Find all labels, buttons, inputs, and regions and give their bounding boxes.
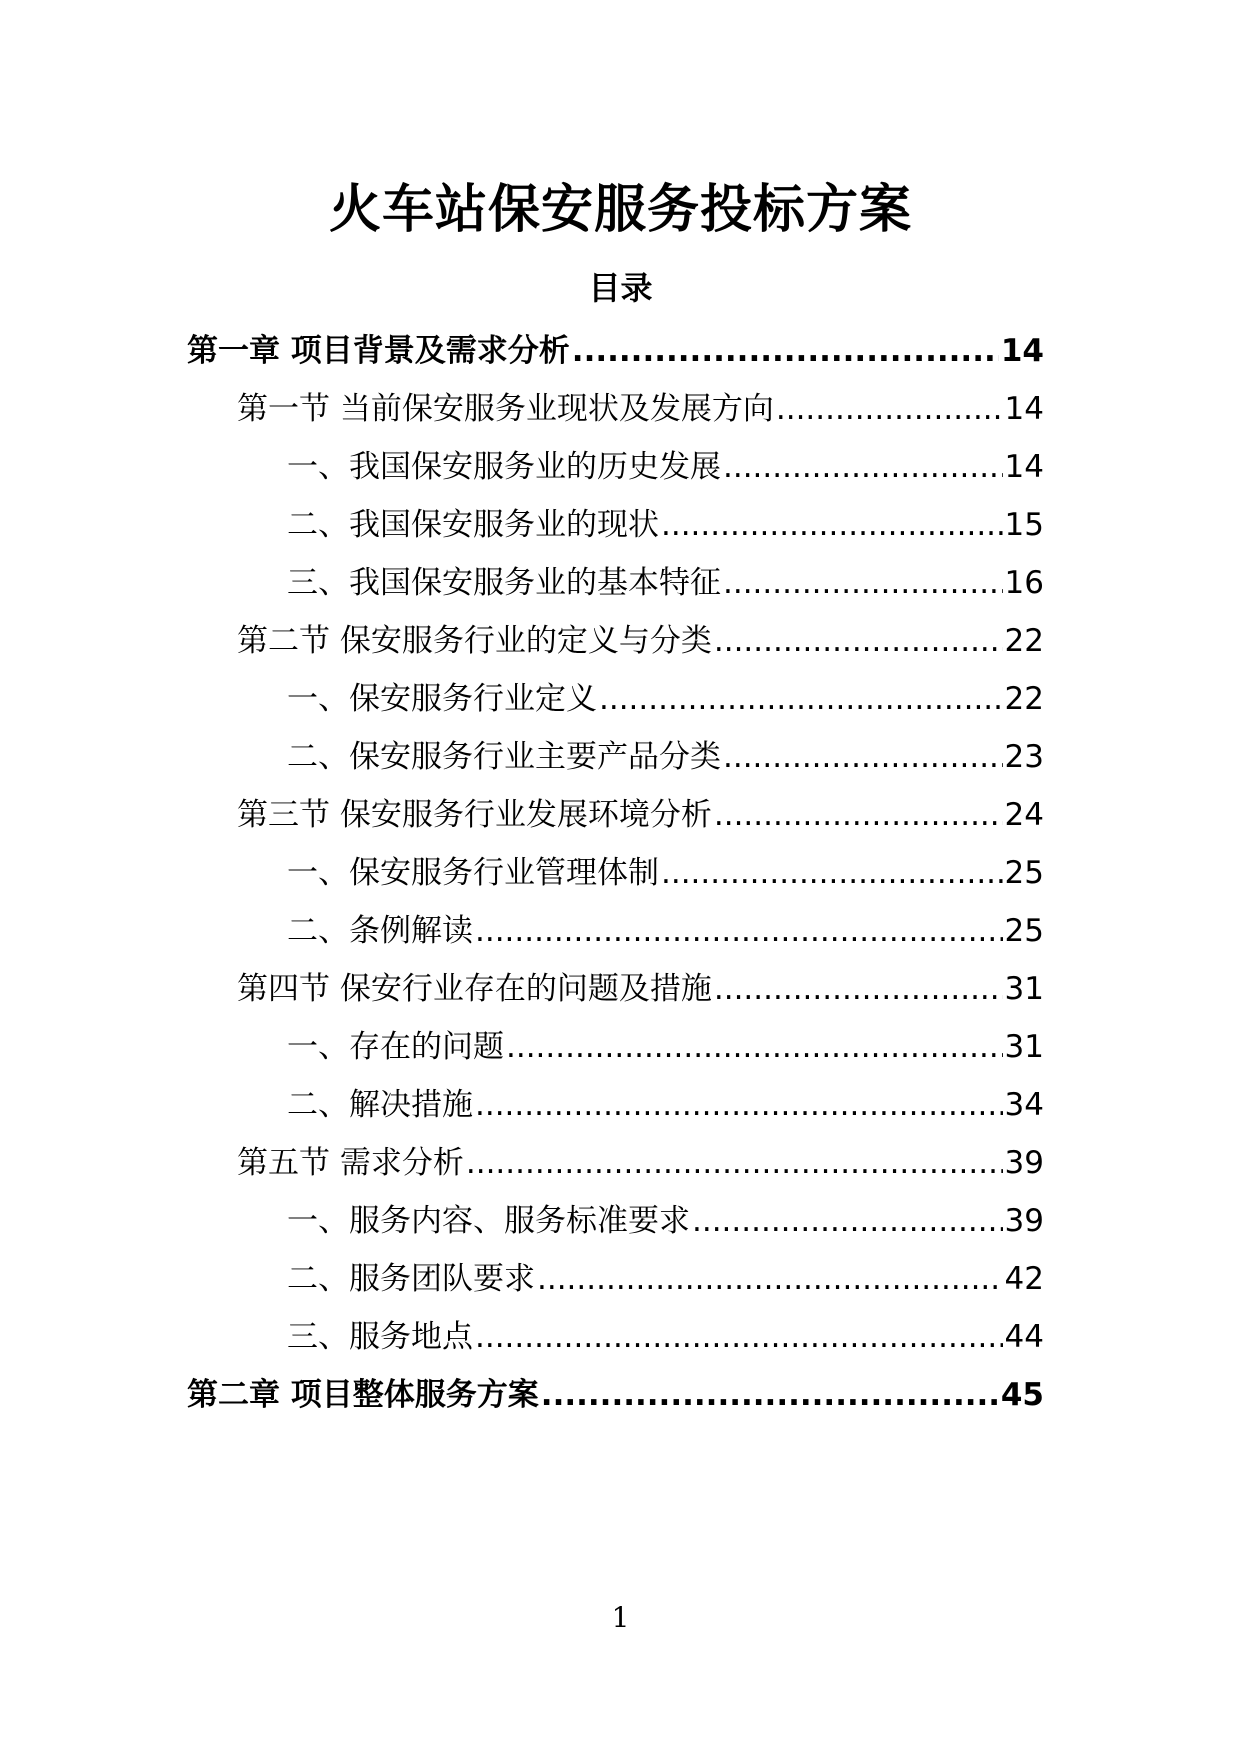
toc-entry[interactable] — [287, 732, 1044, 782]
toc-entry-page-number: 39 — [1004, 1203, 1044, 1239]
toc-entry-label: 三、服务地点 — [287, 1319, 473, 1355]
toc-entry-page-number: 25 — [1004, 913, 1044, 949]
toc-entry[interactable] — [287, 1196, 1044, 1246]
toc-entry-page-number: 34 — [1004, 1087, 1044, 1123]
toc-entry-page-number: 22 — [1004, 681, 1044, 717]
toc-dot-leader — [776, 384, 1003, 434]
toc-entry-page-number: 14 — [1000, 333, 1044, 369]
toc-entry[interactable] — [237, 964, 1044, 1014]
toc-entry-page-number: 42 — [1004, 1261, 1044, 1297]
toc-entry-label: 一、服务内容、服务标准要求 — [287, 1203, 690, 1239]
toc-entry-page-number: 14 — [1004, 449, 1044, 485]
toc-dot-leader — [466, 1138, 1003, 1188]
toc-entry-page-number: 31 — [1004, 971, 1044, 1007]
toc-heading: 目录 — [588, 269, 653, 307]
toc-entry[interactable] — [237, 1138, 1044, 1188]
toc-entry-label: 二、服务团队要求 — [287, 1261, 535, 1297]
toc-entry-label: 一、存在的问题 — [287, 1029, 504, 1065]
toc-entry-page-number: 24 — [1004, 797, 1044, 833]
toc-entry-label: 二、保安服务行业主要产品分类 — [287, 739, 721, 775]
toc-entry[interactable] — [287, 1022, 1044, 1072]
toc-entry[interactable] — [287, 442, 1044, 492]
toc-dot-leader — [692, 1196, 1003, 1246]
toc-entry[interactable] — [187, 1370, 1044, 1420]
toc-dot-leader — [475, 1312, 1003, 1362]
toc-dot-leader — [723, 442, 1003, 492]
toc-entry[interactable] — [287, 906, 1044, 956]
toc-dot-leader — [714, 964, 1003, 1014]
toc-entry-label: 一、保安服务行业定义 — [287, 681, 597, 717]
toc-dot-leader — [541, 1370, 999, 1420]
toc-dot-leader — [599, 674, 1003, 724]
toc-dot-leader — [661, 500, 1003, 550]
toc-dot-leader — [661, 848, 1003, 898]
toc-entry-page-number: 16 — [1004, 565, 1044, 601]
toc-dot-leader — [506, 1022, 1003, 1072]
toc-entry-label: 第二节 保安服务行业的定义与分类 — [237, 623, 712, 659]
toc-entry-label: 二、条例解读 — [287, 913, 473, 949]
toc-entry[interactable] — [237, 616, 1044, 666]
toc-entry-page-number: 14 — [1004, 391, 1044, 427]
toc-entry-label: 第二章 项目整体服务方案 — [187, 1377, 539, 1413]
toc-entry-label: 第一节 当前保安服务业现状及发展方向 — [237, 391, 774, 427]
toc-entry-page-number: 44 — [1004, 1319, 1044, 1355]
toc-entry-label: 三、我国保安服务业的基本特征 — [287, 565, 721, 601]
toc-entry-label: 第四节 保安行业存在的问题及措施 — [237, 971, 712, 1007]
toc-entry[interactable] — [287, 1254, 1044, 1304]
toc-entry[interactable] — [187, 326, 1044, 376]
toc-entry[interactable] — [287, 1312, 1044, 1362]
toc-entry-page-number: 15 — [1004, 507, 1044, 543]
toc-dot-leader — [475, 1080, 1003, 1130]
toc-entry[interactable] — [287, 500, 1044, 550]
toc-dot-leader — [714, 616, 1003, 666]
toc-entry[interactable] — [287, 848, 1044, 898]
toc-entry-label: 第五节 需求分析 — [237, 1145, 464, 1181]
toc-entry[interactable] — [287, 558, 1044, 608]
toc-dot-leader — [714, 790, 1003, 840]
toc-entry-label: 二、解决措施 — [287, 1087, 473, 1123]
toc-entry[interactable] — [237, 384, 1044, 434]
toc-dot-leader — [723, 732, 1003, 782]
toc-entry-page-number: 23 — [1004, 739, 1044, 775]
toc-entry-page-number: 31 — [1004, 1029, 1044, 1065]
toc-entry-page-number: 39 — [1004, 1145, 1044, 1181]
toc-entry[interactable] — [237, 790, 1044, 840]
toc-entry-label: 第三节 保安服务行业发展环境分析 — [237, 797, 712, 833]
toc-entry-label: 一、我国保安服务业的历史发展 — [287, 449, 721, 485]
toc-entry[interactable] — [287, 1080, 1044, 1130]
toc-entry-page-number: 22 — [1004, 623, 1044, 659]
toc-entry-label: 一、保安服务行业管理体制 — [287, 855, 659, 891]
toc-entry[interactable] — [287, 674, 1044, 724]
toc-dot-leader — [572, 326, 999, 376]
toc-dot-leader — [475, 906, 1003, 956]
toc-entry-label: 第一章 项目背景及需求分析 — [187, 333, 570, 369]
toc-entry-label: 二、我国保安服务业的现状 — [287, 507, 659, 543]
document-title: 火车站保安服务投标方案 — [328, 180, 912, 240]
page-number: 1 — [611, 1601, 630, 1634]
toc-dot-leader — [537, 1254, 1003, 1304]
toc-dot-leader — [723, 558, 1003, 608]
toc-entry-page-number: 45 — [1000, 1377, 1044, 1413]
toc-entry-page-number: 25 — [1004, 855, 1044, 891]
